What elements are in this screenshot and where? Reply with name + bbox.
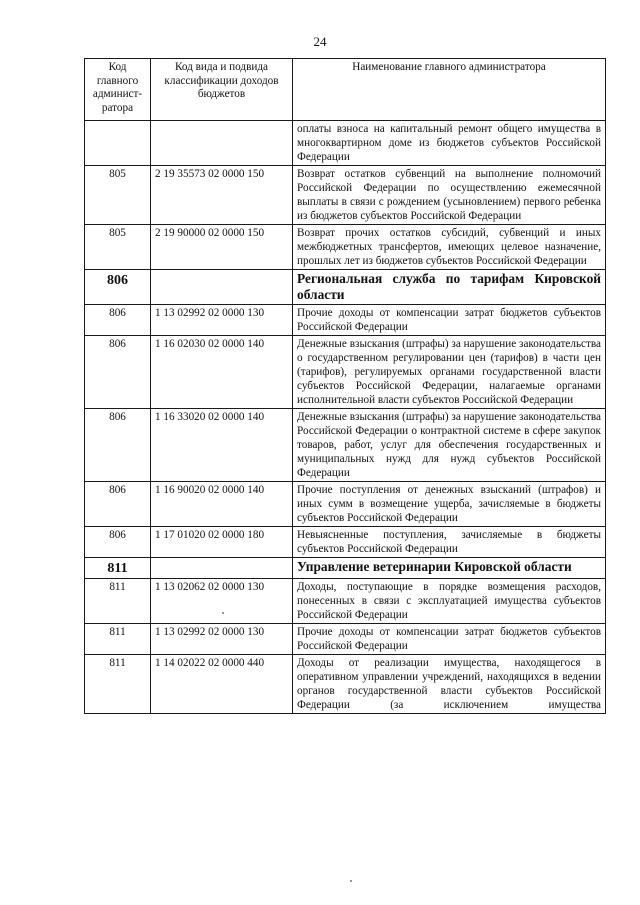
income-code-cell: 1 13 02992 02 0000 130 xyxy=(151,624,293,655)
table-row xyxy=(85,305,606,336)
income-code-cell: 1 13 02062 02 0000 130 xyxy=(151,579,293,624)
administrator-name-cell: Региональная служба по тарифам Кировской области xyxy=(293,270,606,305)
admin-code-cell: 805 xyxy=(85,225,151,270)
administrator-row xyxy=(85,558,606,579)
income-code-cell: 2 19 35573 02 0000 150 xyxy=(151,166,293,225)
table-row xyxy=(85,482,606,527)
header-income-code: Код вида и подвида классификации доходов бюджетов xyxy=(151,59,293,121)
table-header-row xyxy=(85,59,606,121)
admin-code-cell: 811 xyxy=(85,558,151,579)
page-number: 24 xyxy=(313,34,327,49)
income-code-cell: 1 16 90020 02 0000 140 xyxy=(151,482,293,527)
name-cell: Возврат прочих остатков субсидий, субвенций и иных межбюджетных трансфертов, имеющих целевое назначение, прошлых лет из бюджетов субъектов Российской Федерации xyxy=(293,225,606,270)
admin-code-cell: 806 xyxy=(85,270,151,305)
name-cell: Прочие доходы от компенсации затрат бюджетов субъектов Российской Федерации xyxy=(293,624,606,655)
income-code-cell xyxy=(151,270,293,305)
admin-code-cell: 806 xyxy=(85,527,151,558)
table-row xyxy=(85,624,606,655)
income-classification-table xyxy=(84,58,606,714)
name-cell: оплаты взноса на капитальный ремонт общего имущества в многоквартирном доме из бюджетов субъектов Российской Федерации xyxy=(293,121,606,166)
admin-code-cell: 806 xyxy=(85,336,151,409)
table-row xyxy=(85,655,606,714)
admin-code-cell: 811 xyxy=(85,655,151,714)
scan-speck xyxy=(222,612,224,614)
administrator-name-cell: Управление ветеринарии Кировской области xyxy=(293,558,606,579)
income-code-cell: 1 17 01020 02 0000 180 xyxy=(151,527,293,558)
admin-code-cell: 811 xyxy=(85,624,151,655)
table-row xyxy=(85,409,606,482)
table-row xyxy=(85,579,606,624)
scan-speck xyxy=(350,880,352,882)
administrator-row xyxy=(85,270,606,305)
admin-code-cell: 806 xyxy=(85,305,151,336)
admin-code-cell: 805 xyxy=(85,166,151,225)
admin-code-cell xyxy=(85,121,151,166)
name-cell: Доходы от реализации имущества, находящегося в оперативном управлении учреждений, находящихся в ведении органов государственной власти субъектов Российской Федерации (за исключением имущества xyxy=(293,655,606,714)
name-cell: Возврат остатков субвенций на выполнение полномочий Российской Федерации по осуществлению ежемесячной выплаты в связи с рождением (усыновлением) первого ребенка из бюджетов субъектов Российской Федерации xyxy=(293,166,606,225)
income-code-cell: 1 16 02030 02 0000 140 xyxy=(151,336,293,409)
admin-code-cell: 806 xyxy=(85,409,151,482)
table-row xyxy=(85,527,606,558)
name-cell: Доходы, поступающие в порядке возмещения расходов, понесенных в связи с эксплуатацией имущества субъектов Российской Федерации xyxy=(293,579,606,624)
income-code-cell: 1 14 02022 02 0000 440 xyxy=(151,655,293,714)
table-row xyxy=(85,336,606,409)
admin-code-cell: 811 xyxy=(85,579,151,624)
name-cell: Прочие поступления от денежных взысканий (штрафов) и иных сумм в возмещение ущерба, зачисляемые в бюджеты субъектов Российской Федерации xyxy=(293,482,606,527)
income-code-cell: 2 19 90000 02 0000 150 xyxy=(151,225,293,270)
income-code-cell xyxy=(151,121,293,166)
header-admin-code: Код главного админист-ратора xyxy=(85,59,151,121)
admin-code-cell: 806 xyxy=(85,482,151,527)
table-row xyxy=(85,121,606,166)
name-cell: Невыясненные поступления, зачисляемые в бюджеты субъектов Российской Федерации xyxy=(293,527,606,558)
table-row xyxy=(85,166,606,225)
income-code-cell: 1 16 33020 02 0000 140 xyxy=(151,409,293,482)
header-admin-name: Наименование главного администратора xyxy=(293,59,606,121)
name-cell: Прочие доходы от компенсации затрат бюджетов субъектов Российской Федерации xyxy=(293,305,606,336)
income-code-cell: 1 13 02992 02 0000 130 xyxy=(151,305,293,336)
income-code-cell xyxy=(151,558,293,579)
name-cell: Денежные взыскания (штрафы) за нарушение законодательства Российской Федерации о контрактной системе в сфере закупок товаров, работ, услуг для обеспечения государственных и муниципальных нужд для нужд субъектов Российской Федерации xyxy=(293,409,606,482)
table-row xyxy=(85,225,606,270)
name-cell: Денежные взыскания (штрафы) за нарушение законодательства о государственном регулировании цен (тарифов) в части цен (тарифов), регулируемых органами государственной власти субъектов Российской Федерации, налагаемые органами исполнительной власти субъектов Российской Федерации xyxy=(293,336,606,409)
